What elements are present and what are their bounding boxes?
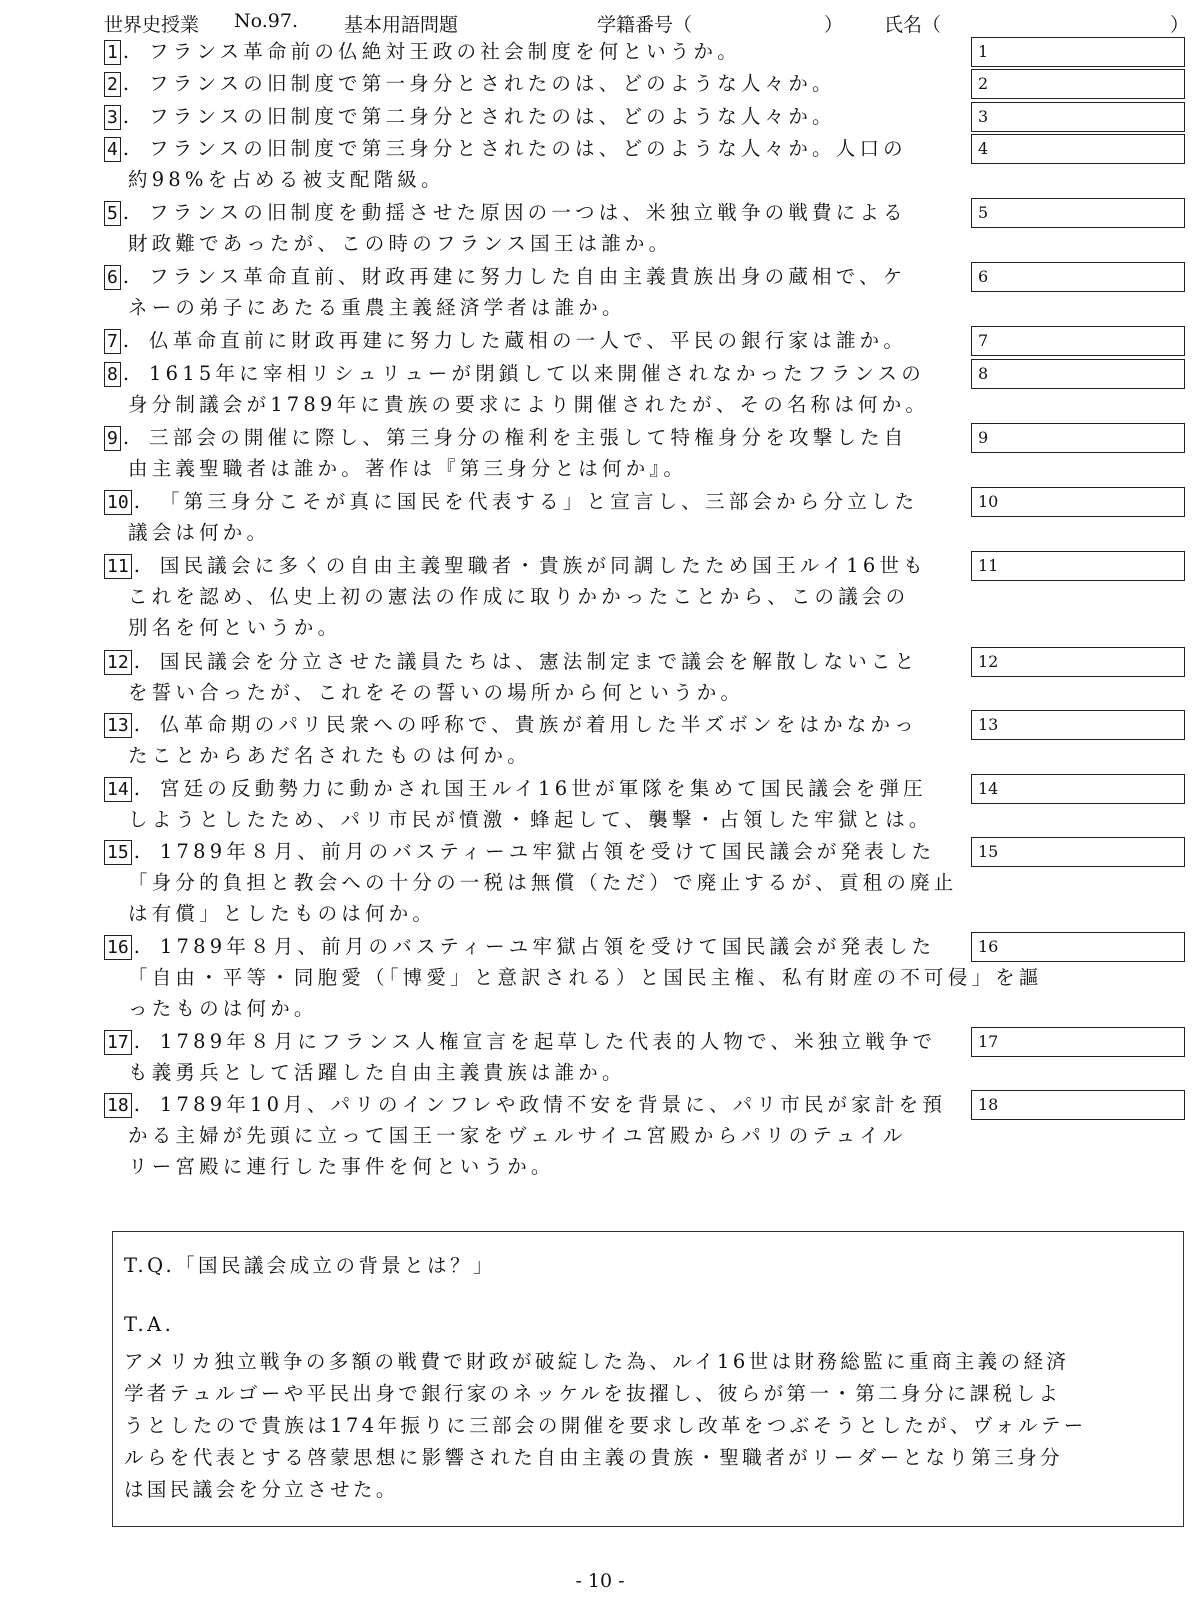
question-text-line [104,36,964,67]
question-item [104,931,1043,1024]
question-number-box: 6 [104,265,121,290]
question-text: 「身分的負担と教会への十分の一税は無償（ただ）で廃止するが、貢租の廃止 [128,871,958,894]
tq-answer-line: ルらを代表とする啓蒙思想に影響された自由主義の貴族・聖職者がリーダーとなり第三身分 [124,1446,1063,1469]
tq-answer-line: アメリカ独立戦争の多額の戦費で財政が破綻した為、ルイ16世は財務総監に重商主義の経済 [124,1350,1070,1373]
answer-box[interactable]: 14 [971,774,1185,804]
tq-answer-line: 学者テュルゴーや平民出身で銀行家のネッケルを抜擢し、彼らが第一・第二身分に課税しよ [124,1382,1062,1405]
question-number-period: . [133,840,140,863]
question-text: 財政難であったが、この時のフランス国王は誰か。 [128,232,673,255]
question-number-period: . [122,137,130,160]
tq-answer-line: うとしたので貴族は174年振りに三部会の開催を要求し改革をつぶそうとしたが、ヴォルテー [124,1414,1087,1437]
question-text: 三部会の開催に際し、第三身分の権利を主張して特権身分を攻撃した自 [149,426,908,449]
question-text-line [104,836,964,867]
question-text-line [104,709,964,740]
question-text-line [104,898,964,929]
question-text: 「自由・平等・同胞愛（「博愛」と意訳される）と国民主権、私有財産の不可侵」を謳 [128,966,1043,989]
page-number: - 10 - [575,1570,625,1592]
question-item [104,133,964,195]
question-number-box: 11 [104,554,132,579]
question-text-line [104,962,1043,993]
question-item [104,101,964,132]
student-id-close: ） [824,14,844,36]
question-item [104,709,964,771]
worksheet-topic: 基本用語問題 [344,14,459,36]
question-text: 宮廷の反動勢力に動かされ国王ルイ16世が軍隊を集めて国民議会を弾圧 [159,777,927,800]
question-text: 国民議会を分立させた議員たちは、憲法制定まで議会を解散しないこと [159,650,919,673]
tq-answer-label: T.A. [124,1313,175,1336]
question-text-line [104,261,964,292]
question-text: 「第三身分こそが真に国民を代表する」と宣言し、三部会から分立した [159,490,919,513]
question-text: は有償」としたものは何か。 [128,902,437,925]
question-number-period: . [133,713,140,736]
question-number-period: . [133,554,140,577]
question-item [104,1026,964,1088]
question-text: も義勇兵として活躍した自由主義貴族は誰か。 [128,1061,626,1084]
question-item [104,261,964,323]
answer-box[interactable]: 16 [971,932,1185,962]
question-text-line [104,1120,964,1151]
question-text-line [104,677,964,708]
answer-box[interactable]: 12 [971,647,1185,677]
question-number-box: 16 [104,935,132,960]
tq-answer-line: は国民議会を分立させた。 [124,1478,399,1501]
answer-box[interactable]: 3 [971,102,1185,132]
question-number-box: 1 [104,40,121,65]
question-number-period: . [133,1093,140,1116]
answer-box[interactable]: 1 [971,37,1185,67]
question-number-period: . [133,1030,140,1053]
question-text-line [104,486,964,517]
answer-box[interactable]: 5 [971,198,1185,228]
question-number-period: . [122,362,130,385]
question-item [104,486,964,548]
name-close: ） [1170,14,1190,36]
question-text: フランスの旧制度で第一身分とされたのは、どのような人々か。 [149,72,836,95]
question-text: しようとしたため、パリ市民が憤激・蜂起して、襲撃・占領した牢獄とは。 [128,808,933,831]
question-text: フランスの旧制度で第三身分とされたのは、どのような人々か。人口の [149,137,907,160]
question-text-line [104,453,964,484]
question-text-line [104,292,964,323]
question-text: ったものは何か。 [128,997,318,1020]
question-text-line [104,133,964,164]
question-number-period: . [122,265,130,288]
question-text: 仏革命期のパリ民衆への呼称で、貴族が着用した半ズボンをはかなかっ [159,713,918,736]
question-text: 仏革命直前に財政再建に努力した蔵相の一人で、平民の銀行家は誰か。 [149,329,908,352]
question-text-line [104,164,964,195]
question-number-box: 18 [104,1093,132,1118]
question-number-period: . [133,935,140,958]
question-item [104,646,964,708]
question-text-line [104,101,964,132]
question-text-line [104,581,964,612]
question-text: フランス革命前の仏絶対王政の社会制度を何というか。 [149,40,741,63]
question-text: 1789年８月にフランス人権宣言を起草した代表的人物で、米独立戦争で [159,1030,937,1053]
question-number-box: 3 [104,105,121,130]
answer-box[interactable]: 7 [971,326,1185,356]
question-item [104,197,964,259]
answer-box[interactable]: 18 [971,1090,1185,1120]
question-text-line [104,197,964,228]
question-number-box: 4 [104,137,121,162]
question-number-period: . [122,329,130,352]
question-item [104,1089,964,1182]
question-text-line [104,867,964,898]
question-text-line [104,389,964,420]
question-number-period: . [122,201,130,224]
question-item [104,550,964,643]
question-item [104,325,964,356]
question-text-line [104,517,964,548]
question-text-line [104,68,964,99]
question-number-box: 15 [104,840,132,865]
worksheet-number: No.97. [234,10,298,32]
question-item [104,68,964,99]
question-text: かる主婦が先頭に立って国王一家をヴェルサイユ宮殿からパリのテュイル [128,1124,907,1147]
question-number-period: . [133,490,140,513]
question-text: 1615年に宰相リシュリューが閉鎖して以来開催されなかったフランスの [149,362,925,385]
question-text: これを認め、仏史上初の憲法の作成に取りかかったことから、この議会の [128,585,910,608]
answer-box[interactable]: 4 [971,134,1185,164]
question-number-box: 13 [104,713,132,738]
question-text-line [104,804,964,835]
question-text-line [104,325,964,356]
name-label: 氏名（ [884,14,942,36]
answer-box[interactable]: 17 [971,1027,1185,1057]
question-number-period: . [122,40,130,63]
question-text-line [104,358,964,389]
question-text: リー宮殿に連行した事件を何というか。 [128,1155,555,1178]
question-text: たことからあだ名されたものは何か。 [128,744,531,767]
question-text: を誓い合ったが、これをその誓いの場所から何というか。 [128,681,745,704]
question-item [104,836,964,929]
question-text: フランスの旧制度を動揺させた原因の一つは、米独立戦争の戦費による [149,201,907,224]
question-text: フランスの旧制度で第二身分とされたのは、どのような人々か。 [149,105,836,128]
answer-box[interactable]: 13 [971,710,1185,740]
answer-box[interactable]: 2 [971,69,1185,99]
question-number-box: 7 [104,329,121,354]
question-text-line [104,1089,964,1120]
question-text: 身分制議会が1789年に貴族の要求により開催されたが、その名称は何か。 [128,393,930,416]
question-number-box: 2 [104,72,121,97]
question-number-box: 12 [104,650,132,675]
question-text: 1789年８月、前月のバスティーユ牢獄占領を受けて国民議会が発表した [159,935,936,958]
answer-box[interactable]: 11 [971,551,1185,581]
question-item [104,358,964,420]
answer-box[interactable]: 9 [971,423,1185,453]
question-item [104,422,964,484]
question-text: 約98%を占める被支配階級。 [128,168,445,191]
question-text-line [104,1151,964,1182]
student-id-label: 学籍番号（ [597,14,693,36]
question-number-box: 14 [104,777,132,802]
question-text-line [104,773,964,804]
question-text-line [104,646,964,677]
question-text-line [104,228,964,259]
answer-box[interactable]: 6 [971,262,1185,292]
question-number-box: 9 [104,426,121,451]
question-text: 1789年10月、パリのインフレや政情不安を背景に、パリ市民が家計を預 [159,1093,947,1116]
question-number-period: . [133,777,140,800]
question-number-period: . [122,426,130,449]
question-number-box: 17 [104,1030,132,1055]
question-number-box: 10 [104,490,132,515]
answer-box[interactable]: 8 [971,359,1185,389]
question-text-line [104,993,964,1024]
question-number-period: . [122,105,130,128]
question-text-line [104,612,964,643]
question-text-line [104,1026,964,1057]
question-text: 1789年８月、前月のバスティーユ牢獄占領を受けて国民議会が発表した [159,840,936,863]
question-text: 国民議会に多くの自由主義聖職者・貴族が同調したため国王ルイ16世も [159,554,927,577]
tq-question: T.Q.「国民議会成立の背景とは？」 [124,1254,496,1277]
question-number-box: 5 [104,201,121,226]
question-text: 議会は何か。 [128,521,271,544]
course-title: 世界史授業 [104,14,200,36]
question-text: フランス革命直前、財政再建に努力した自由主義貴族出身の蔵相で、ケ [149,265,907,288]
question-text-line [104,1057,964,1088]
question-text-line [104,550,964,581]
answer-box[interactable]: 15 [971,837,1185,867]
question-item [104,773,964,835]
answer-box[interactable]: 10 [971,487,1185,517]
question-text-line [104,740,964,771]
question-text: ネーの弟子にあたる重農主義経済学者は誰か。 [128,296,626,319]
question-number-period: . [133,650,140,673]
question-number-box: 8 [104,362,121,387]
question-text: 由主義聖職者は誰か。著作は『第三身分とは何か』。 [128,457,688,480]
question-text: 別名を何というか。 [128,616,342,639]
question-text-line [104,931,964,962]
question-number-period: . [122,72,130,95]
question-text-line [104,422,964,453]
question-item [104,36,964,67]
